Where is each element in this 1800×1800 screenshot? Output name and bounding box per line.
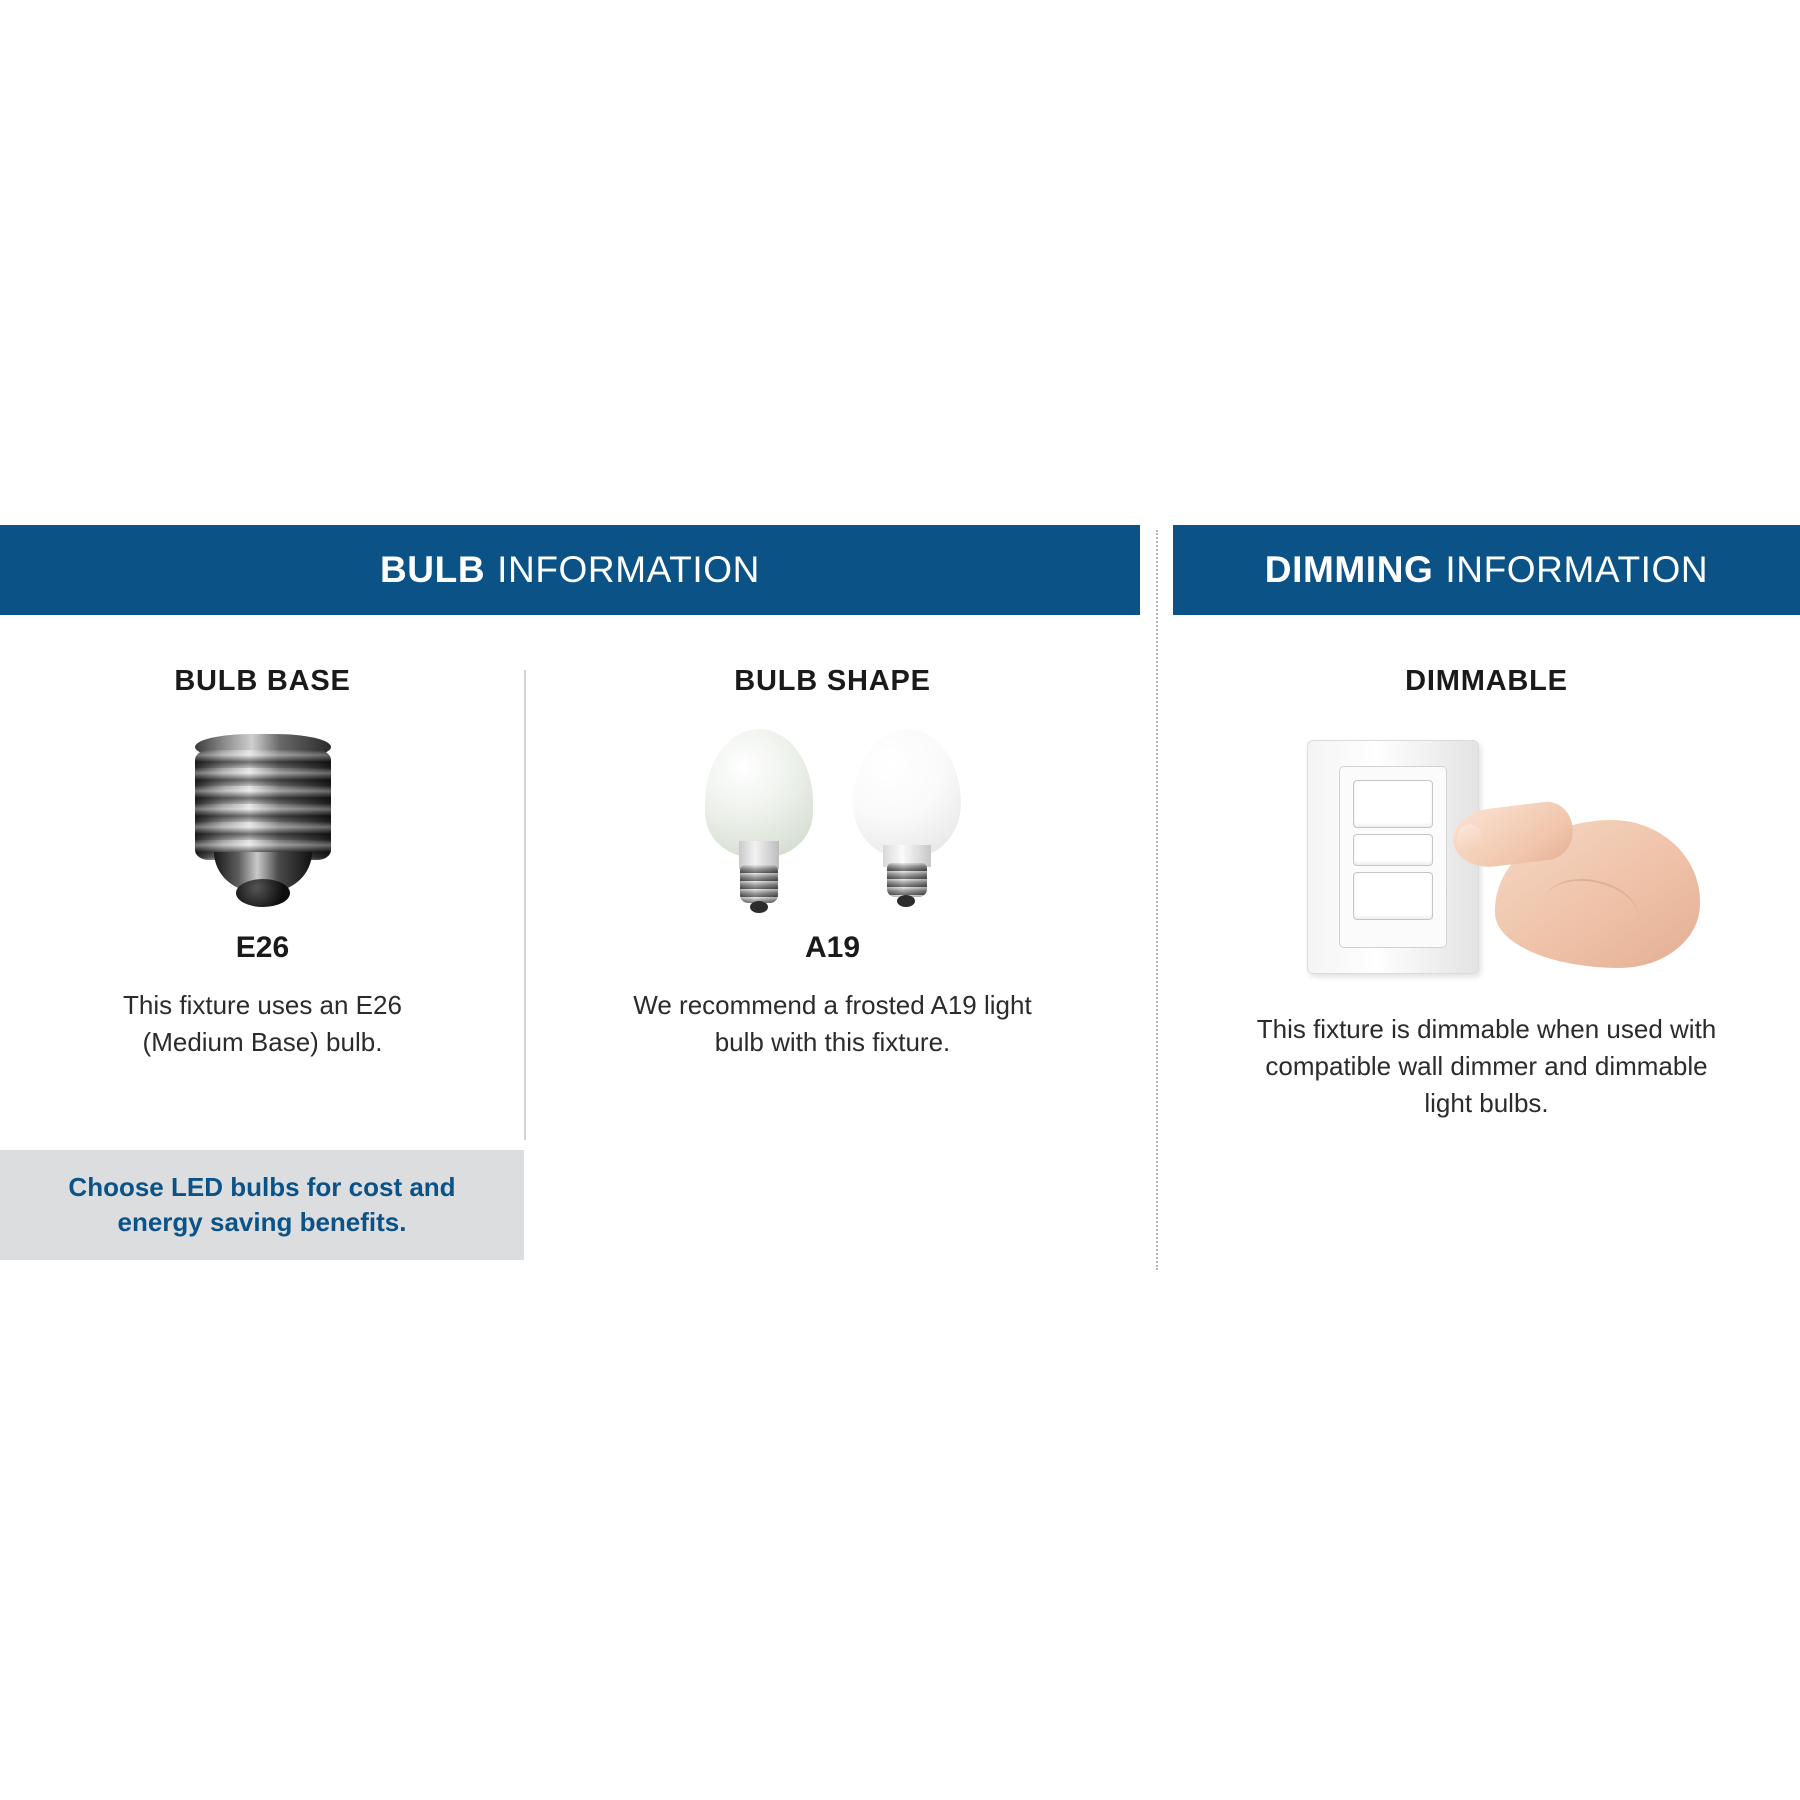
dimmable-description: This fixture is dimmable when used with compatible wall dimmer and dimmable light bulbs. [1256,1014,1717,1118]
frosted-incandescent-bulb-icon [699,729,819,909]
bulb-shape-artwork [525,724,1140,909]
dimmable-artwork [1173,724,1800,989]
led-tip-callout [0,1150,524,1260]
dimming-information-header [1173,525,1800,615]
dimming-header-light: INFORMATION [1445,549,1709,590]
bulb-shape-label: A19 [804,931,861,964]
bulb-shape-heading: BULB SHAPE [734,665,931,697]
dimmable-column [1173,615,1800,1122]
wall-dimmer-switch-icon [1277,732,1697,982]
bulb-base-column [0,615,525,1061]
column-separator [524,670,526,1140]
dimmable-heading: DIMMABLE [1405,665,1568,697]
bulb-base-label: E26 [235,931,290,964]
bulb-information-header [0,525,1140,615]
e26-screw-base-icon [188,734,338,909]
dimming-header-strong: DIMMING [1264,549,1434,590]
bulb-base-heading: BULB BASE [174,665,351,697]
led-a19-bulb-icon [847,729,967,909]
bulb-columns [0,615,1140,1061]
dimmer-paddle-top [1353,780,1433,828]
bulb-shape-column [525,615,1140,1061]
led-tip-text: Choose LED bulbs for cost and energy saving benefits. [68,1171,456,1237]
dimmer-paddle-middle [1353,834,1433,866]
bulb-header-strong: BULB [379,549,486,590]
bulb-header-light: INFORMATION [497,549,760,590]
bulb-base-description: This fixture uses an E26 (Medium Base) bulb. [123,990,402,1057]
dimming-information-panel [1173,525,1800,1122]
dimmer-paddle-bottom [1353,872,1433,920]
bulb-shape-description: We recommend a frosted A19 light bulb with this fixture. [633,990,1032,1057]
hand-icon [1447,784,1697,974]
bulb-base-artwork [0,724,525,909]
panel-divider [1156,530,1158,1270]
bulb-information-panel [0,525,1140,1061]
